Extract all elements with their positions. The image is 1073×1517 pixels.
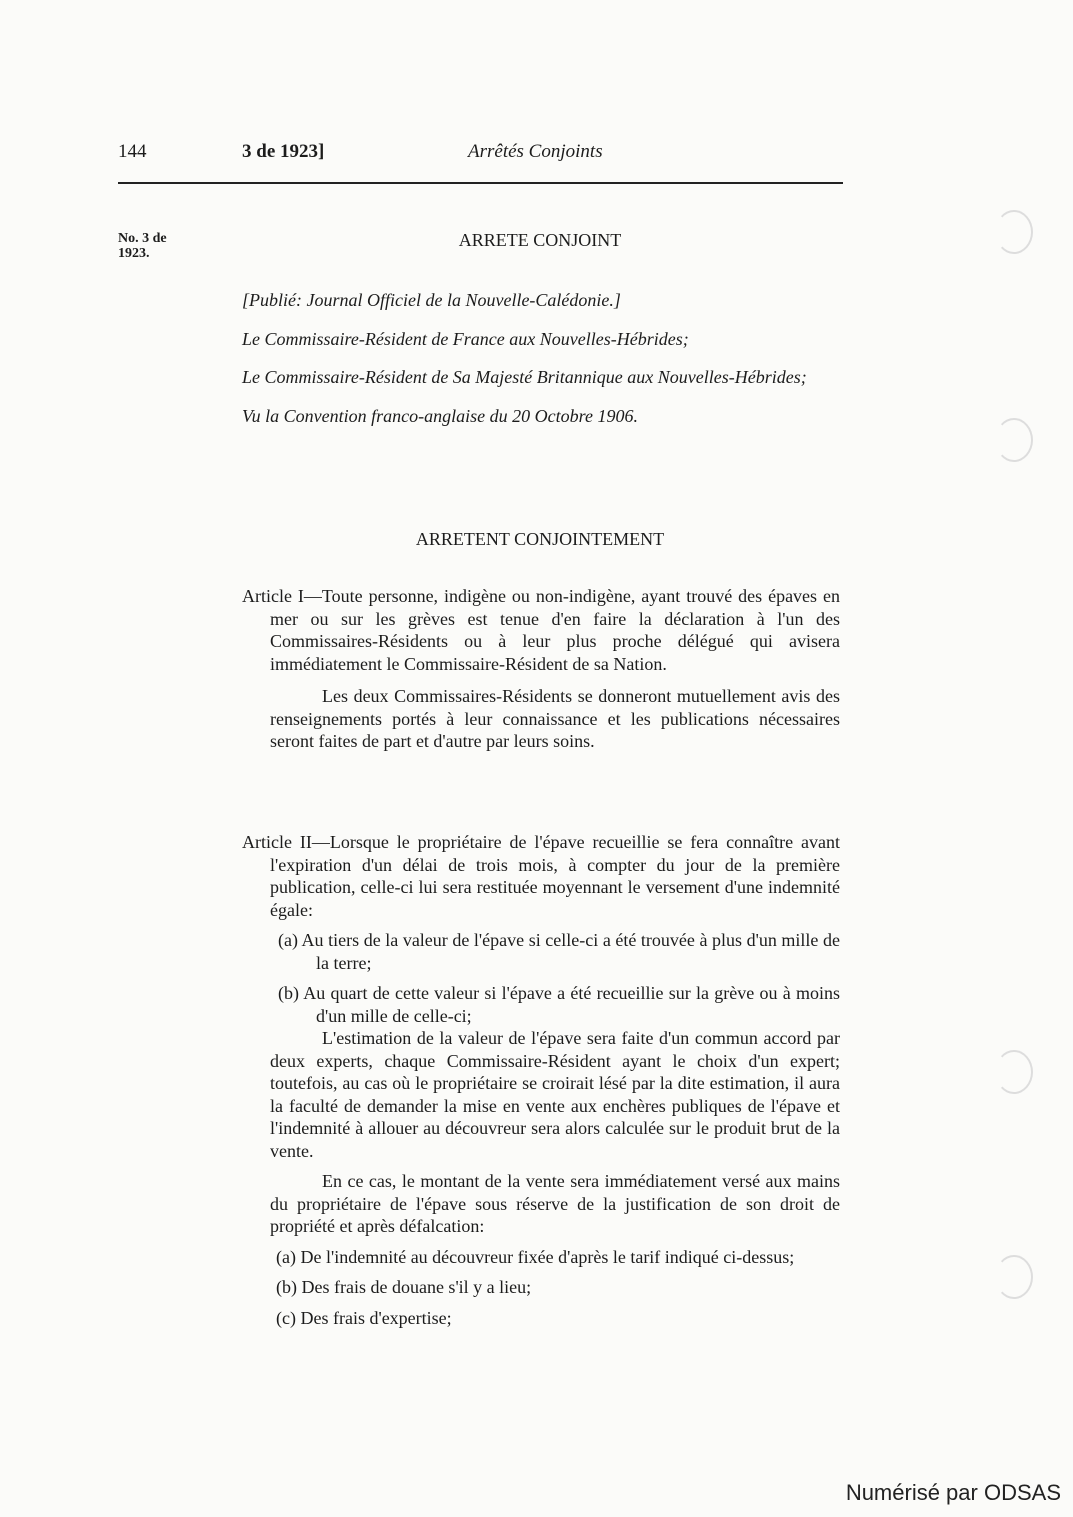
punch-hole (995, 1255, 1033, 1299)
page-number: 144 (118, 141, 147, 162)
digitization-credit: Numérisé par ODSAS (845, 1480, 1061, 1505)
article-1-text: Article I—Toute personne, indigène ou non-indigène, ayant trouvé des épaves en mer ou sur les grèves est tenue d'en faire la déclaration à l'un des Commissaires-Résidents ou à leur plus proche délégué qui avisera immédiatement le Commissaire-Résident de sa Nation. (242, 586, 840, 674)
preamble-line: Le Commissaire-Résident de France aux Nouvelles-Hébrides; (242, 328, 689, 349)
article-2-paragraph: L'estimation de la valeur de l'épave sera faite d'un commun accord par deux experts, chaque Commissaire-Résident ayant le choix d'un expert; toutefois, au cas où le propriétaire se croirait lésé par la dite estimation, il aura la faculté de demander la mise en vente aux enchères publiques de l'épave et l'indemnité à allouer au découvreur sera alors calculée sur le produit brut de la vente. (270, 1028, 840, 1161)
reference: 3 de 1923] (242, 141, 325, 162)
article-1 (242, 585, 840, 753)
article-2-text: Article II—Lorsque le propriétaire de l'épave recueillie se fera connaître avant l'expiration d'un délai de trois mois, à compter du jour de la première publication, celle-ci lui sera restituée moyennant le versement d'une indemnité égale: (242, 832, 840, 920)
margin-note-line: 1923. (118, 246, 150, 261)
article-1-paragraph: Les deux Commissaires-Résidents se donneront mutuellement avis des renseignements portés à leur connaissance et les publications nécessaires seront faites de part et d'autre par leurs soins. (270, 686, 840, 751)
list-item: (b) Des frais de douane s'il y a lieu; (276, 1277, 532, 1297)
punch-hole (995, 418, 1033, 462)
list-item: (c) Des frais d'expertise; (276, 1307, 452, 1328)
article-2-paragraph: En ce cas, le montant de la vente sera immédiatement versé aux mains du propriétaire de l'épave sous réserve de la justification de son droit de propriété et après défalcation: (270, 1171, 840, 1236)
list-item: (b) Au quart de cette valeur si l'épave a été recueillie sur la grève ou à moins d'un mille de celle-ci; (278, 983, 840, 1026)
preamble-line: Le Commissaire-Résident de Sa Majesté Britannique aux Nouvelles-Hébrides; (242, 367, 807, 387)
document-title: ARRETE CONJOINT (458, 230, 622, 250)
margin-note-line: No. 3 de (118, 231, 167, 246)
subtitle: ARRETENT CONJOINTEMENT (415, 529, 665, 549)
running-title: Arrêtés Conjoints (468, 141, 603, 162)
list-item: (a) De l'indemnité au découvreur fixée d'après le tarif indiqué ci-dessus; (276, 1246, 795, 1267)
margin-note (118, 231, 167, 261)
publication-note: [Publié: Journal Officiel de la Nouvelle-Calédonie.] (242, 290, 621, 310)
punch-hole (995, 210, 1033, 254)
header-rule (118, 182, 843, 184)
punch-hole (995, 1050, 1033, 1094)
article-2 (242, 831, 840, 1329)
preamble-line: Vu la Convention franco-anglaise du 20 Octobre 1906. (242, 405, 638, 426)
preamble (242, 289, 840, 427)
list-item: (a) Au tiers de la valeur de l'épave si celle-ci a été trouvée à plus d'un mille de la terre; (278, 930, 840, 973)
